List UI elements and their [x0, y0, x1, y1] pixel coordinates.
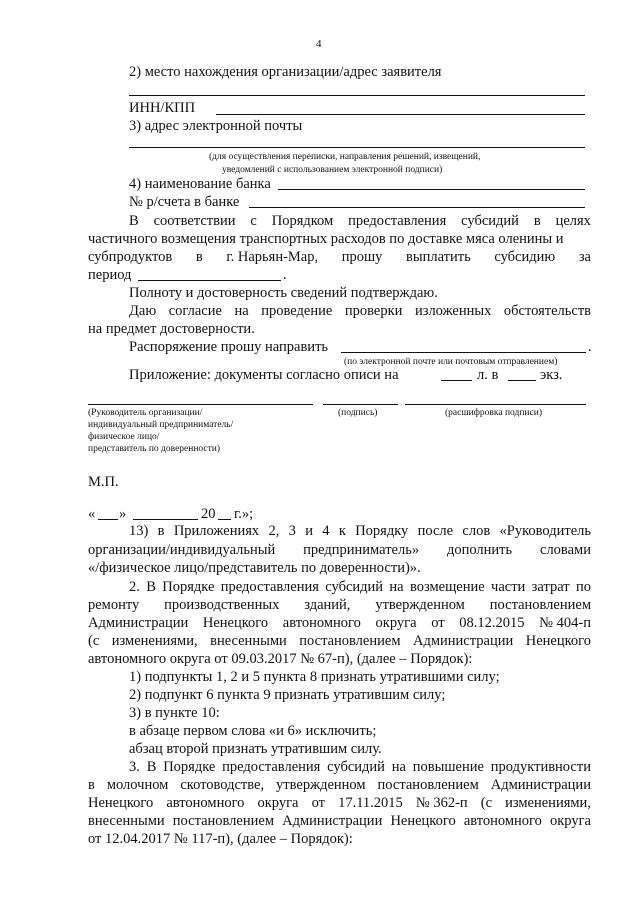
address-label: 2) место нахождения организации/адрес заявителя — [129, 64, 442, 80]
word: части — [491, 579, 526, 595]
word: (с — [480, 795, 493, 811]
word: (с — [88, 633, 100, 649]
section3-line2 — [88, 776, 591, 794]
section2-line1 — [129, 578, 591, 596]
word: субсидий — [327, 759, 385, 775]
word: проведение — [261, 303, 333, 319]
word: постановлением — [489, 597, 591, 613]
email-note-line1: (для осуществления переписки, направления решений, извещений, — [209, 152, 481, 162]
consent-line1 — [129, 302, 591, 320]
word: предприниматель» — [303, 542, 420, 558]
word: 13) — [129, 523, 149, 539]
account-fill-line — [249, 207, 585, 208]
attachment-pages-line — [441, 380, 472, 381]
word: Ненецкого — [88, 795, 154, 811]
word: дополнить — [446, 542, 513, 558]
word: 3. — [129, 759, 140, 775]
word: Порядке — [163, 759, 216, 775]
role-caption-4: представитель по доверенности) — [88, 444, 221, 454]
section2-item2: 2) подпункт 6 пункта 9 признать утратившим силу; — [129, 687, 446, 703]
inn-fill-line — [216, 114, 585, 115]
word: после — [417, 523, 454, 539]
word: субсидий — [325, 579, 384, 595]
word: автономного — [282, 615, 361, 631]
word: в — [157, 523, 165, 539]
word: целях — [555, 213, 591, 229]
period-fill-line — [138, 280, 281, 281]
attachment-pages-label: л. в — [477, 367, 499, 383]
confirm-text: Полноту и достоверность сведений подтверждаю. — [129, 285, 438, 301]
attachment-text: Приложение: документы согласно описи на — [129, 367, 399, 383]
account-label: № р/счета в банке — [129, 194, 240, 210]
item13-line2 — [88, 541, 591, 559]
word: Ненецкого — [202, 615, 269, 631]
word: предоставления — [348, 213, 447, 229]
word: внесенными — [88, 813, 165, 829]
item13-line1 — [129, 522, 591, 540]
section3-line5: от 12.04.2017 № 117-п), (далее – Порядок): — [88, 831, 353, 847]
word: Администрации — [413, 633, 514, 649]
word: автономного — [463, 813, 542, 829]
decode-line — [405, 404, 586, 405]
word: организации/индивидуальный — [88, 542, 276, 558]
word: согласие — [168, 303, 222, 319]
order-note: (по электронной почте или почтовым отправлением) — [344, 357, 558, 367]
section2-item3-sub1: в абзаце первом слова «и 6» исключить; — [129, 723, 377, 739]
inn-label: ИНН/КПП — [129, 100, 196, 116]
word: предоставления — [222, 759, 321, 775]
word: Порядке — [162, 579, 215, 595]
word: внесенными — [210, 633, 287, 649]
section3-line4 — [88, 812, 591, 830]
email-label: 3) адрес электронной почты — [129, 118, 303, 134]
role-caption-1: (Руководитель организации/ — [88, 408, 203, 418]
word: № 404-п — [539, 615, 591, 631]
word: г. Нарьян-Мар, — [226, 249, 319, 265]
word: изложенных — [414, 303, 492, 319]
word: соответствии — [153, 213, 236, 229]
date-month-line — [133, 519, 198, 520]
word: выплатить — [406, 249, 471, 265]
date-open-quote: « — [88, 506, 96, 522]
request-line1 — [129, 212, 591, 230]
section2-line4 — [88, 632, 591, 650]
consent-line2: на предмет достоверности. — [88, 321, 255, 337]
word: 4 — [322, 523, 330, 539]
word: утвержденном — [276, 777, 366, 793]
order-fill-line — [341, 352, 586, 353]
word: утвержденном — [375, 597, 465, 613]
date-close-quote: » — [119, 506, 127, 522]
word: производственных — [164, 597, 280, 613]
attachment-copies-label: экз. — [540, 367, 563, 383]
word: субсидий — [461, 213, 519, 229]
word: Ненецкого — [390, 813, 456, 829]
bank-label: 4) наименование банка — [129, 176, 271, 192]
word: Порядком — [271, 213, 334, 229]
word: «Руководитель — [499, 523, 591, 539]
word: ремонту — [88, 597, 140, 613]
request-line2: частичного возмещения транспортных расходов по доставке мяса оленины и — [88, 231, 564, 247]
role-caption-2: индивидуальный предприниматель/ — [88, 420, 234, 430]
signature-line — [323, 404, 398, 405]
request-period-end: . — [283, 267, 287, 283]
section2-item3-sub2: абзац второй признать утратившим силу. — [129, 741, 382, 757]
word: в — [195, 249, 203, 265]
word: округа — [257, 795, 299, 811]
word: в — [88, 777, 95, 793]
word: В — [146, 579, 156, 595]
word: изменениями, — [505, 795, 591, 811]
word: автономного — [166, 795, 245, 811]
word: 2, — [268, 523, 280, 539]
address-fill-line — [129, 95, 585, 96]
word: по — [575, 579, 591, 595]
section2-item3: 3) в пункте 10: — [129, 705, 220, 721]
section3-line3 — [88, 794, 591, 812]
word: на — [389, 579, 404, 595]
word: возмещение — [409, 579, 485, 595]
word: и — [305, 523, 313, 539]
word: на — [234, 303, 249, 319]
word: проверки — [344, 303, 403, 319]
word: субсидию — [494, 249, 556, 265]
word: на — [391, 759, 406, 775]
section2-line2 — [88, 596, 591, 614]
section2-line3 — [88, 614, 591, 632]
word: № 362-п — [415, 795, 468, 811]
role-caption-3: физическое лицо/ — [88, 432, 160, 442]
word: В — [146, 759, 157, 775]
signature-caption: (подпись) — [338, 408, 378, 418]
section2-item1: 1) подпункты 1, 2 и 5 пункта 8 признать утратившими силу; — [129, 669, 500, 685]
word: слов — [462, 523, 491, 539]
word: 08.12.2015 — [459, 615, 525, 631]
word: прошу — [341, 249, 383, 265]
word: Даю — [129, 303, 157, 319]
word: к — [338, 523, 346, 539]
email-note-line2: уведомлений с использованием электронной подписи) — [222, 165, 443, 175]
word: 3 — [288, 523, 296, 539]
order-end: . — [588, 339, 592, 355]
request-line3 — [88, 248, 591, 266]
section2-line5: автономного округа от 09.03.2017 № 67-п), (далее – Порядок): — [88, 651, 473, 667]
word: Администрации — [490, 777, 591, 793]
page-number: 4 — [316, 38, 322, 50]
stamp-label: М.П. — [88, 474, 119, 490]
word: Порядку — [355, 523, 409, 539]
date-suffix: г.»; — [234, 506, 254, 522]
request-period-label: период — [88, 267, 132, 283]
word: затрат — [531, 579, 570, 595]
date-day-line — [98, 519, 118, 520]
word: постановлением — [172, 813, 274, 829]
date-year-line — [218, 519, 231, 520]
word: округа — [550, 813, 591, 829]
word: изменениями, — [111, 633, 198, 649]
date-century: 20 — [201, 506, 216, 522]
word: 2. — [129, 579, 140, 595]
word: словами — [540, 542, 591, 558]
role-line — [88, 404, 313, 405]
word: от — [311, 795, 325, 811]
word: от — [431, 615, 445, 631]
word: обстоятельств — [503, 303, 591, 319]
word: повышение — [412, 759, 484, 775]
word: предоставления — [220, 579, 319, 595]
word: субпродуктов — [88, 249, 173, 265]
word: постановлением — [377, 777, 479, 793]
bank-fill-line — [278, 189, 585, 190]
word: постановлением — [299, 633, 401, 649]
order-text: Распоряжение прошу направить — [129, 339, 329, 355]
word: в — [533, 213, 541, 229]
word: продуктивности — [490, 759, 591, 775]
word: молочном — [106, 777, 169, 793]
word: с — [250, 213, 257, 229]
word: за — [578, 249, 591, 265]
attachment-copies-line — [508, 380, 536, 381]
word: 17.11.2015 — [338, 795, 403, 811]
word: Приложениях — [173, 523, 260, 539]
word: Администрации — [282, 813, 383, 829]
item13-line3: «/физическое лицо/представитель по доверенности)». — [88, 560, 421, 576]
word: Администрации — [88, 615, 189, 631]
section3-line1 — [129, 758, 591, 776]
word: скотоводстве, — [180, 777, 265, 793]
decode-caption: (расшифровка подписи) — [445, 408, 542, 418]
word: Ненецкого — [525, 633, 591, 649]
word: зданий, — [304, 597, 351, 613]
word: В — [129, 213, 139, 229]
email-fill-line — [129, 147, 585, 148]
word: округа — [375, 615, 417, 631]
